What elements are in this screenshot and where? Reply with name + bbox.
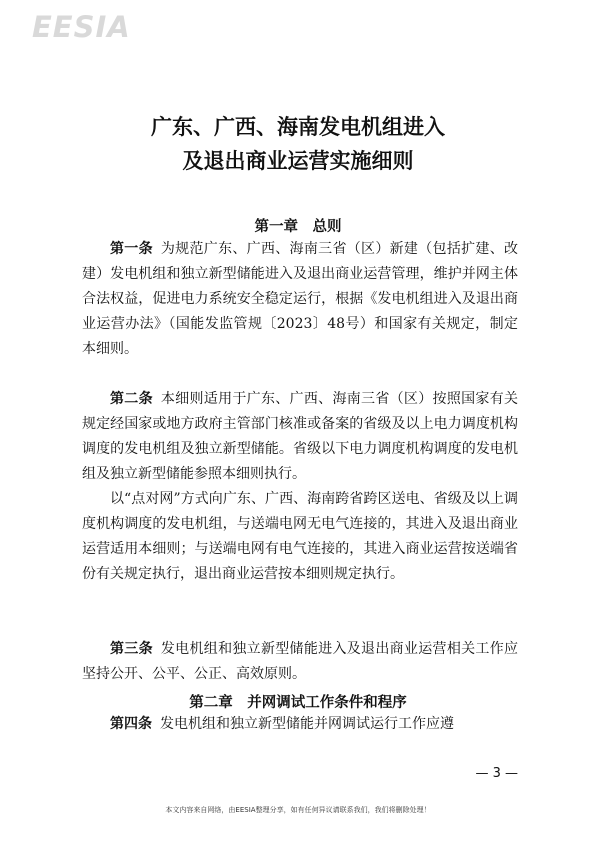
article-4-text: 发电机组和独立新型储能并网调试运行工作应遵 bbox=[160, 716, 454, 732]
chapter-1-heading: 第一章 总则 bbox=[254, 219, 342, 235]
title-line-2: 及退出商业运营实施细则 bbox=[182, 148, 414, 173]
article-2-label: 第二条 bbox=[110, 391, 153, 407]
chapter-2-heading: 第二章 并网调试工作条件和程序 bbox=[189, 695, 407, 711]
article-3-text: 发电机组和独立新型储能进入及退出商业运营相关工作应坚持公开、公平、公正、高效原则。 bbox=[82, 641, 519, 682]
footer-disclaimer: 本文内容来自网络，由EESIA整理分享，如有任何异议请联系我们，我们将删除处理！ bbox=[165, 806, 431, 814]
article-2-text: 本细则适用于广东、广西、海南三省（区）按照国家有关规定经国家或地方政府主管部门核准或备案的省级及以上电力调度机构调度的发电机组及独立新型储能。省级以下电力调度机构调度的发电机组及独立新型储能参照本细则执行。 bbox=[82, 391, 519, 482]
article-2 bbox=[82, 387, 518, 487]
article-1 bbox=[82, 237, 518, 362]
article-3-label: 第三条 bbox=[110, 641, 153, 657]
title-line-1: 广东、广西、海南发电机组进入 bbox=[151, 114, 445, 139]
document-title bbox=[0, 110, 596, 178]
eesia-logo: EESIA bbox=[32, 10, 131, 44]
page-number: — 3 — bbox=[475, 766, 518, 781]
article-1-label: 第一条 bbox=[110, 241, 153, 257]
article-4 bbox=[82, 712, 518, 737]
article-2-paragraph-2: 以“点对网”方式向广东、广西、海南跨省跨区送电、省级及以上调度机构调度的发电机组，与送端电网无电气连接的，其进入及退出商业运营适用本细则；与送端电网有电气连接的，其进入商业运营按送端省份有关规定执行，退出商业运营按本细则规定执行。 bbox=[82, 491, 518, 582]
article-1-text: 为规范广东、广西、海南三省（区）新建（包括扩建、改建）发电机组和独立新型储能进入及退出商业运营管理，维护并网主体合法权益，促进电力系统安全稳定运行，根据《发电机组进入及退出商业运营办法》（国能发监管规〔2023〕48号）和国家有关规定，制定本细则。 bbox=[82, 241, 519, 357]
article-3 bbox=[82, 637, 518, 687]
article-4-label: 第四条 bbox=[110, 716, 152, 732]
